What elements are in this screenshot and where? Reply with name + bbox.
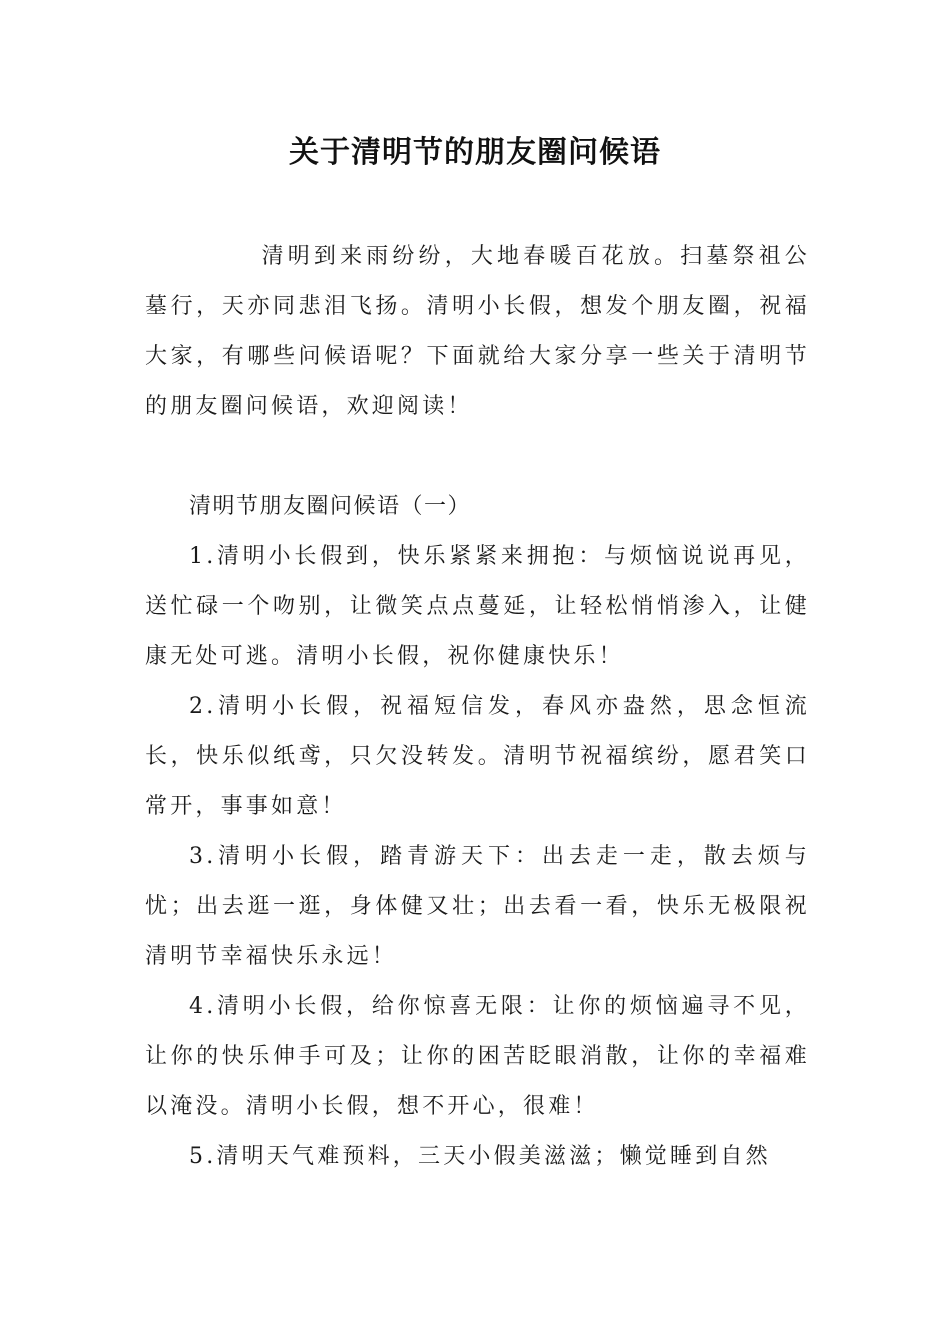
intro-paragraph: 清明到来雨纷纷，大地春暖百花放。扫墓祭祖公墓行，天亦同悲泪飞扬。清明小长假，想发个朋友圈，祝福大家，有哪些问候语呢？下面就给大家分享一些关于清明节的朋友圈问候语，欢迎阅读！	[145, 244, 810, 419]
section-heading: 清明节朋友圈问候语（一）	[189, 494, 472, 519]
greeting-item-3: 3.清明小长假，踏青游天下：出去走一走，散去烦与忧；出去逛一逛，身体健又壮；出去看一看，快乐无极限祝清明节幸福快乐永远！	[145, 844, 810, 969]
greeting-item-4: 4.清明小长假，给你惊喜无限：让你的烦恼遍寻不见，让你的快乐伸手可及；让你的困苦眨眼消散，让你的幸福难以淹没。清明小长假，想不开心，很难！	[145, 994, 810, 1119]
paragraph-spacer	[145, 432, 810, 482]
document-body	[145, 232, 810, 1182]
greeting-item-2: 2.清明小长假，祝福短信发，春风亦盎然，思念恒流长，快乐似纸鸢，只欠没转发。清明节祝福缤纷，愿君笑口常开，事事如意！	[145, 694, 810, 819]
greeting-item-5: 5.清明天气难预料，三天小假美滋滋；懒觉睡到自然	[189, 1144, 771, 1169]
document-title: 关于清明节的朋友圈问候语	[289, 135, 661, 170]
greeting-item-1: 1.清明小长假到，快乐紧紧来拥抱：与烦恼说说再见，送忙碌一个吻别，让微笑点点蔓延，让轻松悄悄渗入，让健康无处可逃。清明小长假，祝你健康快乐！	[145, 544, 810, 669]
